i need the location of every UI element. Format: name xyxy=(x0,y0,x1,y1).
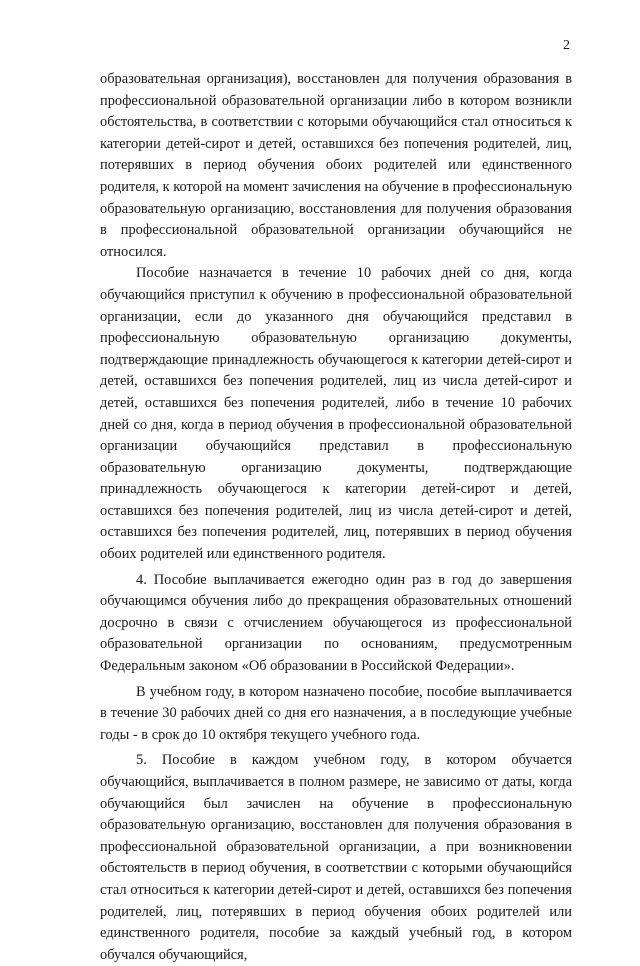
page-number: 2 xyxy=(563,38,570,53)
document-body xyxy=(100,69,572,966)
paragraph-section-4: 4. Пособие выплачивается ежегодно один раз в год до завершения обучающимся обучения либо до прекращения образовательных отношений досрочно в связи с отчислением обучающегося из профессиональной образовательной организации по основаниям, предусмотренным Федеральным законом «Об образовании в Российской Федерации». xyxy=(100,571,572,675)
paragraph-payment-deadline: В учебном году, в котором назначено пособие, пособие выплачивается в течение 30 рабочих дней со дня его назначения, а в последующие учебные годы - в срок до 10 октября текущего учебного года. xyxy=(100,683,572,743)
paragraph-section-5: 5. Пособие в каждом учебном году, в котором обучается обучающийся, выплачивается в полном размере, не зависимо от даты, когда обучающийся был зачислен на обучение в профессиональную образовательную организацию, восстановлен для получения образования в профессиональной образовательной организации, а при возникновении обстоятельств в период обучения, в соответствии с которыми обучающийся стал относиться к категории детей-сирот и детей, оставшихся без попечения родителей, лиц, потерявших в период обучения обоих родителей или единственного родителя, пособие за каждый учебный год, в котором обучался обучающийся, xyxy=(100,752,572,963)
paragraph-allowance-assignment: Пособие назначается в течение 10 рабочих дней со дня, когда обучающийся приступил к обучению в профессиональной образовательной организации, если до указанного дня обучающийся представил в профессиональную образовательную организацию документы, подтверждающие принадлежность обучающегося к категории детей-сирот и детей, оставшихся без попечения родителей, лиц из числа детей-сирот и детей, оставшихся без попечения родителей, либо в течение 10 рабочих дней со дня, когда в период обучения в профессиональной образовательной организации обучающийся представил в профессиональную образовательную организацию документы, подтверждающие принадлежность обучающегося к категории детей-сирот и детей, оставшихся без попечения родителей, лиц из числа детей-сирот и детей, оставшихся без попечения родителей, лиц, потерявших в период обучения обоих родителей или единственного родителя. xyxy=(100,265,572,563)
paragraph-continuation: образовательная организация), восстановлен для получения образования в профессиональной образовательной организации либо в котором возникли обстоятельства, в соответствии с которыми обучающийся стал относиться к категории детей-сирот и детей, оставшихся без попечения родителей, лиц, потерявших в период обучения обоих родителей или единственного родителя, к которой на момент зачисления на обучение в профессиональную образовательную организацию, восстановления для получения образования в профессиональной образовательной организации обучающийся не относился. xyxy=(100,71,573,260)
